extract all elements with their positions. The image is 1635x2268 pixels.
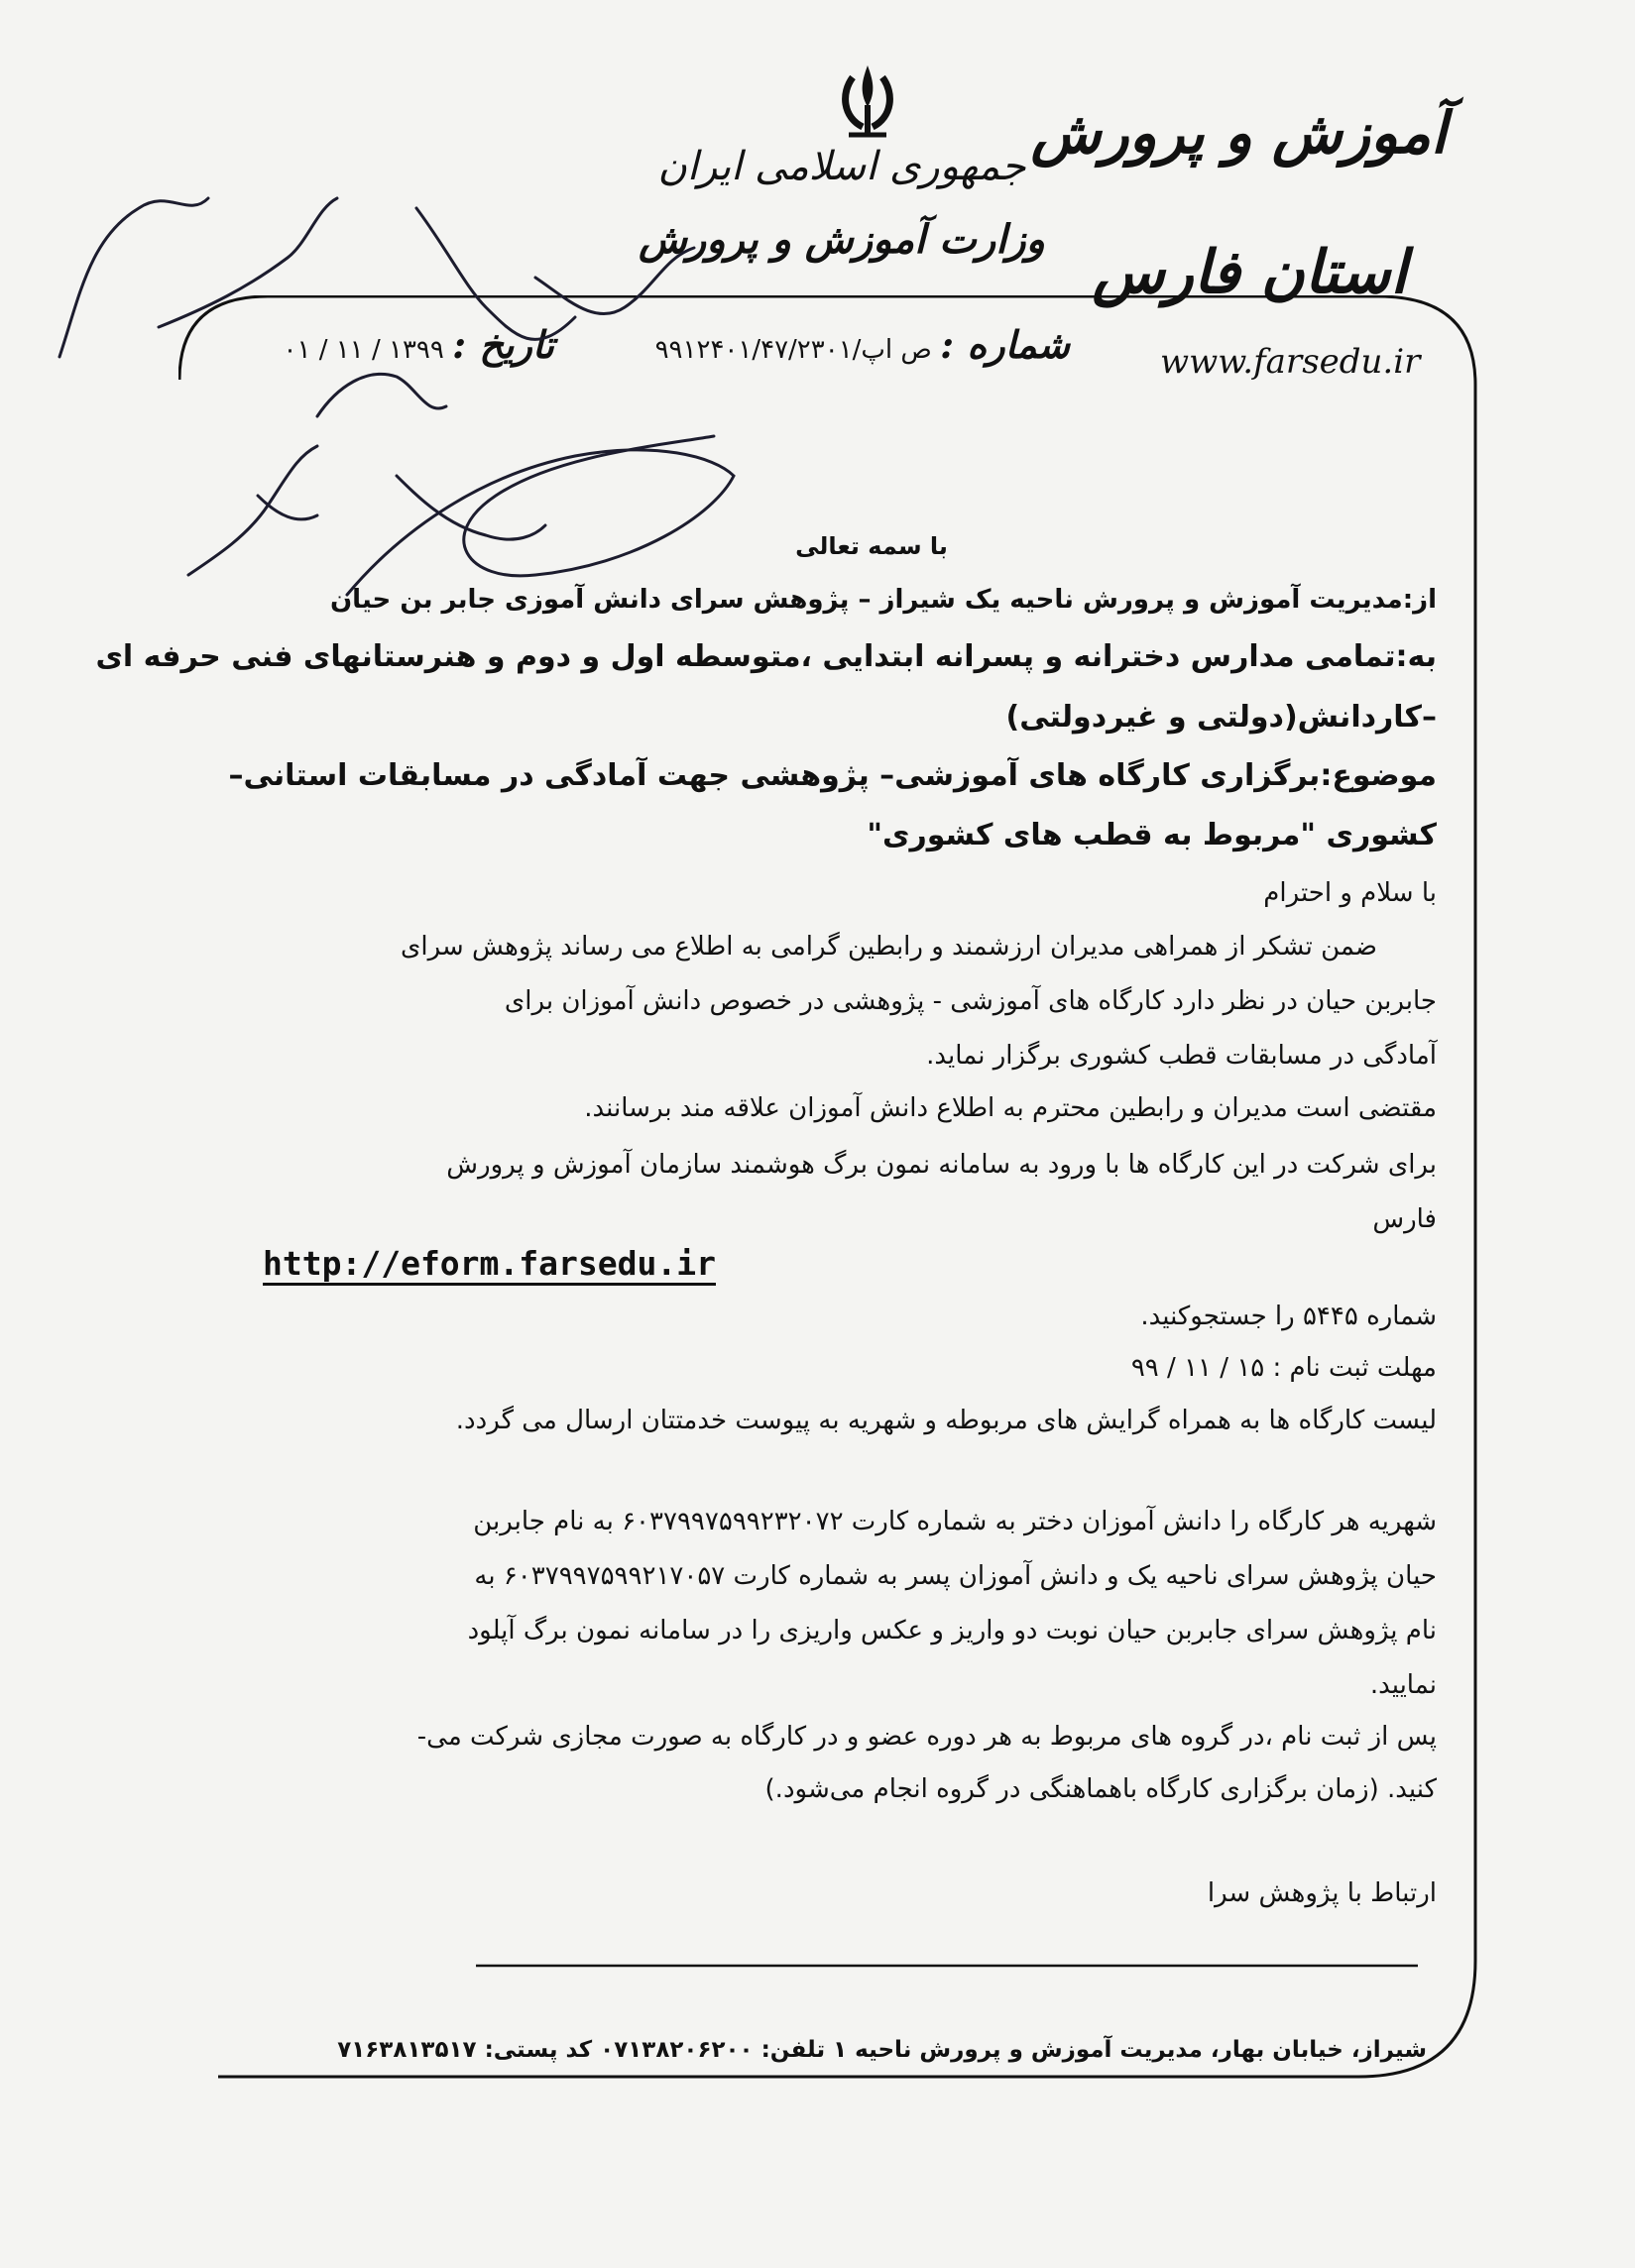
subject-line-2: کشوری "مربوط به قطب های کشوری" xyxy=(867,818,1437,852)
number-label: شماره : xyxy=(940,322,1070,367)
number-value: ص اپ/۹۹۱۲۴۰۱/۴۷/۲۳۰۱ xyxy=(654,335,932,365)
paragraph-2: مقتضی است مدیران و رابطین محترم به اطلاع دانش آموزان علاقه مند برسانند. xyxy=(584,1093,1437,1123)
from-line: از:مدیریت آموزش و پرورش ناحیه یک شیراز – پژوهش سرای دانش آموزی جابر بن حیان xyxy=(329,585,1437,615)
province-title: استان فارس xyxy=(1092,238,1407,307)
after-registration-line-2: کنید. (زمان برگزاری کارگاه باهماهنگی در گروه انجام می‌شود.) xyxy=(764,1774,1437,1804)
paragraph-3-line-2: فارس xyxy=(1372,1204,1437,1234)
subject-line-1: موضوع:برگزاری کارگاه های آموزشی– پژوهشی جهت آمادگی در مسابقات استانی– xyxy=(228,758,1437,793)
to-line-2: –کاردانش(دولتی و غیردولتی) xyxy=(1005,700,1437,735)
website-link[interactable]: www.farsedu.ir xyxy=(1160,342,1421,382)
handwritten-notes-icon xyxy=(20,59,773,654)
to-line-1: به:تمامی مدارس دخترانه و پسرانه ابتدایی ،متوسطه اول و دوم و هنرستانهای فنی حرفه ای xyxy=(95,639,1437,674)
list-note: لیست کارگاه ها به همراه گرایش های مربوطه و شهریه به پیوست خدمتتان ارسال می گردد. xyxy=(455,1406,1437,1435)
footer-address: شیراز، خیابان بهار، مدیریت آموزش و پرورش ناحیه ۱ تلفن: ۰۷۱۳۸۲۰۶۲۰۰ کد پستی: ۷۱۶۳۸۱۳۵۱۷ xyxy=(337,2037,1427,2063)
paragraph-1-line-1: ضمن تشکر از همراهی مدیران ارزشمند و رابطین گرامی به اطلاع می رساند پژوهش سرای xyxy=(401,932,1377,962)
greeting: با سلام و احترام xyxy=(1263,878,1437,908)
date-label: تاریخ : xyxy=(452,322,554,367)
ministry-subtitle: وزارت آموزش و پرورش xyxy=(639,216,1045,263)
fee-line-3: نام پژوهش سرای جابربن حیان نوبت دو واریز و عکس واریزی را در سامانه نمون برگ آپلود xyxy=(467,1616,1437,1645)
paragraph-1-line-2: جابربن حیان در نظر دارد کارگاه های آموزشی - پژوهشی در خصوص دانش آموزان برای xyxy=(504,986,1437,1016)
eform-link[interactable]: http://eform.farsedu.ir xyxy=(263,1244,716,1286)
date-value: ۱۳۹۹ / ۱۱ / ۰۱ xyxy=(283,335,444,365)
fee-line-4: نمایید. xyxy=(1369,1670,1437,1700)
fee-line-1: شهریه هر کارگاه را دانش آموزان دختر به شماره کارت ۶۰۳۷۹۹۷۵۹۹۲۳۲۰۷۲ به نام جابربن xyxy=(473,1507,1437,1536)
republic-title: جمهوری اسلامی ایران xyxy=(657,144,1026,189)
ministry-title: آموزش و پرورش xyxy=(1030,99,1447,167)
fee-line-2: حیان پژوهش سرای ناحیه یک و دانش آموزان پسر به شماره کارت ۶۰۳۷۹۹۷۵۹۹۲۱۷۰۵۷ به xyxy=(474,1561,1437,1591)
paragraph-3-line-1: برای شرکت در این کارگاه ها با ورود به سامانه نمون برگ هوشمند سازمان آموزش و پرورش xyxy=(446,1150,1437,1180)
salutation: با سمه تعالی xyxy=(795,532,948,560)
paragraph-1-line-3: آمادگی در مسابقات قطب کشوری برگزار نماید. xyxy=(926,1041,1437,1071)
registration-deadline: مهلت ثبت نام : ۱۵ / ۱۱ / ۹۹ xyxy=(1130,1353,1437,1383)
contact-line: ارتباط با پژوهش سرا xyxy=(1207,1878,1437,1908)
search-number: شماره ۵۴۴۵ را جستجوکنید. xyxy=(1140,1302,1437,1331)
iran-emblem-icon xyxy=(823,57,912,147)
after-registration-line-1: پس از ثبت نام ،در گروه های مربوط به هر دوره عضو و در کارگاه به صورت مجازی شرکت می- xyxy=(416,1722,1437,1752)
